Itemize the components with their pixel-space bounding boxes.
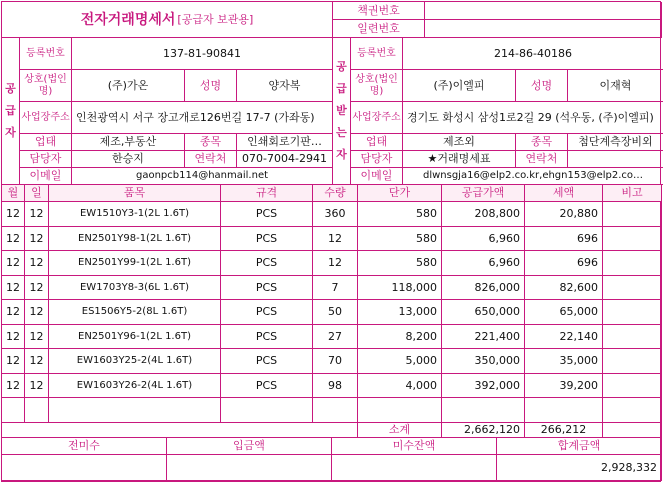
- item-spec: PCS: [221, 349, 313, 374]
- item-month: 12: [2, 300, 25, 325]
- item-day: 12: [25, 276, 49, 300]
- item-unit-price: [358, 398, 442, 423]
- buyer-side-label-char: 는: [336, 126, 347, 139]
- item-month: 12: [2, 349, 25, 374]
- item-day: 12: [25, 227, 49, 251]
- summary-unpaid-prev-label: 전미수: [2, 438, 167, 455]
- item-month: 12: [2, 251, 25, 276]
- buyer-ceo: 이재혁: [568, 70, 663, 102]
- item-note: [603, 349, 662, 374]
- summary-unpaid-balance-value: [332, 455, 497, 481]
- col-header-tax: 세액: [525, 185, 603, 202]
- item-qty: 360: [313, 202, 358, 227]
- item-item: EW1603Y26-2(4L 1.6T): [49, 374, 221, 398]
- item-unit-price: 13,000: [358, 300, 442, 325]
- item-unit-price: 118,000: [358, 276, 442, 300]
- item-tax: 65,000: [525, 300, 603, 325]
- subtotal-tax: 266,212: [525, 422, 603, 438]
- buyer-side-label-char: 공: [336, 60, 347, 73]
- buyer-contact-label: 연락처: [516, 151, 568, 168]
- title-main: 전자거래명세서: [80, 11, 176, 28]
- item-spec: [221, 398, 313, 423]
- serial-no-label: 일련번호: [333, 20, 425, 38]
- item-spec: PCS: [221, 300, 313, 325]
- item-tax: 35,000: [525, 349, 603, 374]
- item-day: 12: [25, 251, 49, 276]
- supplier-address: 인천광역시 서구 장고개로126번길 17-7 (가좌동): [72, 102, 333, 134]
- buyer-email-label: 이메일: [351, 168, 403, 185]
- buyer-contact: [568, 151, 663, 168]
- item-supply-value: 6,960: [442, 251, 525, 276]
- item-note: [603, 276, 662, 300]
- supplier-biz-item-label: 종목: [185, 134, 237, 151]
- supplier-biz-type-label: 업태: [20, 134, 72, 151]
- summary-total-value: 2,928,332: [497, 455, 662, 481]
- supplier-ceo-label: 성명: [185, 70, 237, 102]
- item-supply-value: 350,000: [442, 349, 525, 374]
- supplier-side-label-char: 자: [5, 126, 16, 139]
- item-tax: 696: [525, 227, 603, 251]
- col-header-supply-value: 공급가액: [442, 185, 525, 202]
- summary-deposit-label: 입금액: [167, 438, 332, 455]
- item-note: [603, 300, 662, 325]
- book-no-value: [425, 2, 662, 20]
- item-day: 12: [25, 325, 49, 349]
- item-supply-value: [442, 398, 525, 423]
- supplier-reg-no: 137-81-90841: [72, 38, 333, 70]
- summary-deposit-value: [167, 455, 332, 481]
- buyer-side-label: [333, 38, 351, 185]
- item-unit-price: 8,200: [358, 325, 442, 349]
- item-qty: 12: [313, 251, 358, 276]
- col-header-day: 일: [25, 185, 49, 202]
- supplier-company-label: 상호(법인명): [20, 70, 72, 102]
- supplier-side-label-char: 공: [5, 82, 16, 95]
- item-supply-value: 650,000: [442, 300, 525, 325]
- supplier-address-label: 사업장주소: [20, 102, 72, 134]
- buyer-company: (주)이엘피: [403, 70, 516, 102]
- item-supply-value: 208,800: [442, 202, 525, 227]
- item-spec: PCS: [221, 227, 313, 251]
- col-header-qty: 수량: [313, 185, 358, 202]
- item-tax: 82,600: [525, 276, 603, 300]
- item-qty: [313, 398, 358, 423]
- item-spec: PCS: [221, 202, 313, 227]
- supplier-contact: 070-7004-2941: [237, 151, 333, 168]
- item-month: 12: [2, 325, 25, 349]
- item-item: ES1506Y5-2(8L 1.6T): [49, 300, 221, 325]
- item-spec: PCS: [221, 374, 313, 398]
- buyer-biz-item-label: 종목: [516, 134, 568, 151]
- document-title: [2, 2, 333, 38]
- item-month: 12: [2, 276, 25, 300]
- subtotal-spacer: [2, 422, 358, 438]
- item-note: [603, 227, 662, 251]
- item-supply-value: 826,000: [442, 276, 525, 300]
- item-tax: [525, 398, 603, 423]
- item-note: [603, 325, 662, 349]
- item-qty: 50: [313, 300, 358, 325]
- supplier-side-label-char: 급: [5, 104, 16, 117]
- buyer-address: 경기도 화성시 삼성1로2길 29 (석우동, (주)이엘피): [403, 102, 663, 134]
- supplier-company: (주)가온: [72, 70, 185, 102]
- col-header-month: 월: [2, 185, 25, 202]
- item-tax: 20,880: [525, 202, 603, 227]
- buyer-company-label: 상호(법인명): [351, 70, 403, 102]
- col-header-item: 품목: [49, 185, 221, 202]
- buyer-email: dlwnsgja16@elp2.co.kr,ehgn153@elp2.co…: [403, 168, 663, 185]
- buyer-ceo-label: 성명: [516, 70, 568, 102]
- buyer-reg-no: 214-86-40186: [403, 38, 663, 70]
- item-unit-price: 580: [358, 227, 442, 251]
- col-header-note: 비고: [603, 185, 662, 202]
- item-note: [603, 398, 662, 423]
- item-item: [49, 398, 221, 423]
- item-month: [2, 398, 25, 423]
- subtotal-label: 소계: [358, 422, 442, 438]
- item-spec: PCS: [221, 251, 313, 276]
- item-day: [25, 398, 49, 423]
- subtotal-note: [603, 422, 662, 438]
- buyer-side-label-char: 받: [336, 104, 347, 117]
- item-month: 12: [2, 202, 25, 227]
- item-unit-price: 4,000: [358, 374, 442, 398]
- item-item: EN2501Y99-1(2L 1.6T): [49, 251, 221, 276]
- item-item: EN2501Y96-1(2L 1.6T): [49, 325, 221, 349]
- item-item: EW1703Y8-3(6L 1.6T): [49, 276, 221, 300]
- subtotal-supply-value: 2,662,120: [442, 422, 525, 438]
- item-spec: PCS: [221, 276, 313, 300]
- title-sub: [공급자 보관용]: [177, 12, 254, 26]
- supplier-email-label: 이메일: [20, 168, 72, 185]
- item-unit-price: 5,000: [358, 349, 442, 374]
- summary-unpaid-balance-label: 미수잔액: [332, 438, 497, 455]
- buyer-manager: ★거래명세표: [403, 151, 516, 168]
- supplier-biz-type: 제조,부동산: [72, 134, 185, 151]
- item-unit-price: 580: [358, 251, 442, 276]
- item-item: EN2501Y98-1(2L 1.6T): [49, 227, 221, 251]
- buyer-side-label-char: 자: [336, 148, 347, 161]
- item-day: 12: [25, 374, 49, 398]
- col-header-spec: 규격: [221, 185, 313, 202]
- item-qty: 70: [313, 349, 358, 374]
- buyer-biz-item: 첨단계측장비외: [568, 134, 663, 151]
- item-qty: 98: [313, 374, 358, 398]
- col-header-unit-price: 단가: [358, 185, 442, 202]
- item-spec: PCS: [221, 325, 313, 349]
- buyer-biz-type-label: 업태: [351, 134, 403, 151]
- item-qty: 12: [313, 227, 358, 251]
- item-supply-value: 392,000: [442, 374, 525, 398]
- item-unit-price: 580: [358, 202, 442, 227]
- supplier-side-label: [2, 38, 20, 185]
- item-item: EW1603Y25-2(4L 1.6T): [49, 349, 221, 374]
- item-note: [603, 251, 662, 276]
- summary-unpaid-prev-value: [2, 455, 167, 481]
- buyer-address-label: 사업장주소: [351, 102, 403, 134]
- supplier-manager: 한승지: [72, 151, 185, 168]
- item-note: [603, 202, 662, 227]
- item-month: 12: [2, 227, 25, 251]
- supplier-ceo: 양자복: [237, 70, 333, 102]
- item-qty: 7: [313, 276, 358, 300]
- transaction-statement: [1, 1, 661, 482]
- book-no-label: 책권번호: [333, 2, 425, 20]
- item-day: 12: [25, 300, 49, 325]
- supplier-email: gaonpcb114@hanmail.net: [72, 168, 333, 185]
- item-tax: 39,200: [525, 374, 603, 398]
- item-note: [603, 374, 662, 398]
- supplier-biz-item: 인쇄회로기판…: [237, 134, 333, 151]
- item-month: 12: [2, 374, 25, 398]
- serial-no-value: [425, 20, 662, 38]
- buyer-manager-label: 담당자: [351, 151, 403, 168]
- buyer-side-label-char: 급: [336, 82, 347, 95]
- item-item: EW1510Y3-1(2L 1.6T): [49, 202, 221, 227]
- supplier-manager-label: 담당자: [20, 151, 72, 168]
- summary-total-label: 합계금액: [497, 438, 662, 455]
- buyer-biz-type: 제조외: [403, 134, 516, 151]
- item-tax: 696: [525, 251, 603, 276]
- supplier-contact-label: 연락처: [185, 151, 237, 168]
- item-day: 12: [25, 202, 49, 227]
- item-day: 12: [25, 349, 49, 374]
- item-supply-value: 221,400: [442, 325, 525, 349]
- item-qty: 27: [313, 325, 358, 349]
- buyer-reg-no-label: 등록번호: [351, 38, 403, 70]
- supplier-reg-no-label: 등록번호: [20, 38, 72, 70]
- item-tax: 22,140: [525, 325, 603, 349]
- item-supply-value: 6,960: [442, 227, 525, 251]
